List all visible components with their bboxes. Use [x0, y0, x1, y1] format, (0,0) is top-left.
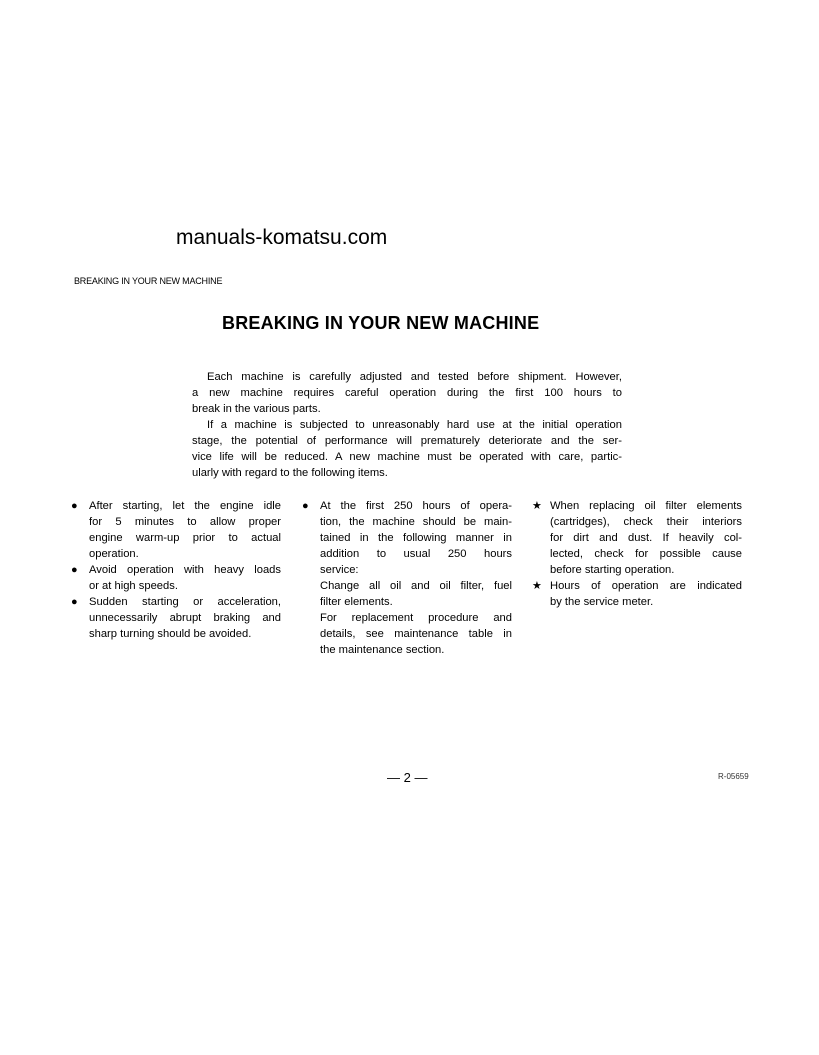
list-item	[532, 498, 742, 578]
bullet-icon: ●	[71, 500, 78, 512]
item-line: for 5 minutes to allow proper	[89, 516, 281, 528]
item-line: Change all oil and oil filter, fuel	[320, 580, 512, 592]
running-header: BREAKING IN YOUR NEW MACHINE	[74, 276, 223, 286]
item-line: tion, the machine should be main-	[320, 516, 512, 528]
item-line: before starting operation.	[550, 564, 675, 576]
list-item	[71, 498, 281, 562]
item-line: for dirt and dust. If heavily col-	[550, 532, 742, 544]
item-line: operation.	[89, 548, 139, 560]
column-right	[532, 498, 742, 610]
item-line: filter elements.	[320, 596, 393, 608]
item-line: Avoid operation with heavy loads	[89, 564, 281, 576]
item-line: Sudden starting or acceleration,	[89, 596, 281, 608]
intro-line: a new machine requires careful operation during the first 100 hours to	[192, 387, 622, 399]
item-line: addition to usual 250 hours	[320, 548, 512, 560]
list-item	[71, 562, 281, 594]
intro-line: break in the various parts.	[192, 403, 321, 415]
item-line: unnecessarily abrupt braking and	[89, 612, 281, 624]
page-number: — 2 —	[387, 770, 428, 785]
item-line: Hours of operation are indicated	[550, 580, 742, 592]
star-marker-icon: ★	[532, 580, 542, 592]
item-line: by the service meter.	[550, 596, 654, 608]
list-item	[302, 498, 512, 658]
item-line: engine warm-up prior to actual	[89, 532, 281, 544]
list-item	[532, 578, 742, 610]
intro-line: ularly with regard to the following items.	[192, 467, 388, 479]
bullet-icon: ●	[302, 500, 309, 512]
item-line: For replacement procedure and	[320, 612, 512, 624]
intro-line: vice life will be reduced. A new machine must be operated with care, partic-	[192, 451, 622, 463]
bullet-icon: ●	[71, 564, 78, 576]
item-line: lected, check for possible cause	[550, 548, 742, 560]
item-line: After starting, let the engine idle	[89, 500, 281, 512]
figure-code: R-05659	[718, 772, 749, 781]
star-marker-icon: ★	[532, 500, 542, 512]
item-line: (cartridges), check their interiors	[550, 516, 742, 528]
item-line: the maintenance section.	[320, 644, 445, 656]
item-line: At the first 250 hours of opera-	[320, 500, 512, 512]
intro-line: Each machine is carefully adjusted and tested before shipment. However,	[207, 371, 622, 383]
page-title: BREAKING IN YOUR NEW MACHINE	[222, 313, 540, 333]
column-middle	[302, 498, 512, 658]
item-line: tained in the following manner in	[320, 532, 512, 544]
list-item	[71, 594, 281, 642]
intro-line: stage, the potential of performance will prematurely deteriorate and the ser-	[192, 435, 622, 447]
item-line: details, see maintenance table in	[320, 628, 512, 640]
item-line: or at high speeds.	[89, 580, 178, 592]
column-left	[71, 498, 281, 642]
bullet-icon: ●	[71, 596, 78, 608]
item-line: When replacing oil filter elements	[550, 500, 742, 512]
item-line: service:	[320, 564, 359, 576]
item-line: sharp turning should be avoided.	[89, 628, 252, 640]
watermark-text: manuals-komatsu.com	[176, 226, 388, 249]
intro-line: If a machine is subjected to unreasonably hard use at the initial operation	[207, 419, 622, 431]
